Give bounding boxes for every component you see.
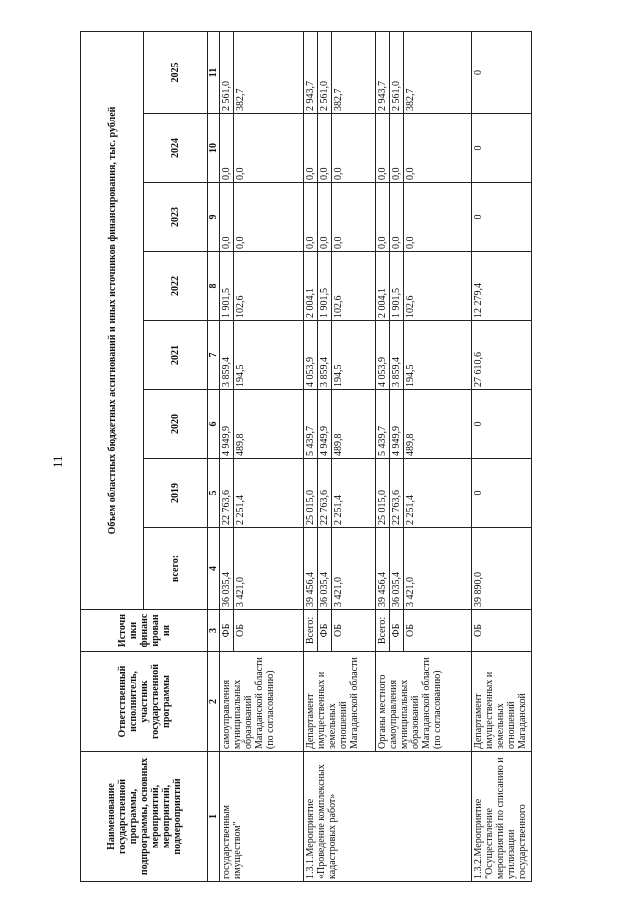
value-cell: 2 251,4 xyxy=(234,459,304,528)
value-cell: 382,7 xyxy=(332,31,376,113)
value-cell: 0,0 xyxy=(220,114,234,183)
column-number: 8 xyxy=(208,252,220,321)
column-number: 3 xyxy=(208,610,220,652)
value-cell: 2 561,0 xyxy=(220,31,234,113)
value-cell: 0 xyxy=(472,390,532,459)
activity-name: 1.3.1.Мероприятие «Проведение комплексных кадастровых работ» xyxy=(304,752,472,882)
value-cell: 39 890,0 xyxy=(472,528,532,610)
source-cell: ФБ xyxy=(318,610,332,652)
activity-name: государственным имуществом" xyxy=(220,752,304,882)
value-cell: 12 279,4 xyxy=(472,252,532,321)
value-cell: 4 949,9 xyxy=(220,390,234,459)
value-cell: 0 xyxy=(472,459,532,528)
value-cell: 0,0 xyxy=(332,114,376,183)
source-cell: ОБ xyxy=(472,610,532,652)
value-cell: 3 421,0 xyxy=(404,528,472,610)
value-cell: 36 035,4 xyxy=(318,528,332,610)
column-number: 1 xyxy=(208,752,220,882)
value-cell: 0,0 xyxy=(318,183,332,252)
year-header: всего: xyxy=(144,528,208,610)
page-number: 11 xyxy=(50,455,65,468)
column-number: 10 xyxy=(208,114,220,183)
column-number: 7 xyxy=(208,321,220,390)
source-cell: ФБ xyxy=(390,610,404,652)
value-cell: 3 421,0 xyxy=(332,528,376,610)
value-cell: 2 004,1 xyxy=(376,252,390,321)
value-cell: 4 053,9 xyxy=(304,321,318,390)
table-row xyxy=(472,31,532,881)
value-cell: 194,5 xyxy=(404,321,472,390)
financing-table xyxy=(80,31,532,882)
value-cell: 0,0 xyxy=(390,114,404,183)
value-cell: 0,0 xyxy=(234,114,304,183)
value-cell: 39 456,4 xyxy=(304,528,318,610)
value-cell: 0,0 xyxy=(390,183,404,252)
value-cell: 22 763,6 xyxy=(220,459,234,528)
value-cell: 489,8 xyxy=(404,390,472,459)
value-cell: 25 015,0 xyxy=(376,459,390,528)
column-number: 2 xyxy=(208,652,220,752)
value-cell: 0,0 xyxy=(318,114,332,183)
header-source: Источники финансирования xyxy=(81,610,208,652)
value-cell: 3 859,4 xyxy=(390,321,404,390)
value-cell: 0,0 xyxy=(376,183,390,252)
value-cell: 382,7 xyxy=(404,31,472,113)
header-volume: Объем областных бюджетных ассигнований и иных источников финансирования, тыс. рублей xyxy=(81,31,144,609)
value-cell: 102,6 xyxy=(332,252,376,321)
value-cell: 25 015,0 xyxy=(304,459,318,528)
value-cell: 102,6 xyxy=(234,252,304,321)
column-number-row xyxy=(208,31,220,881)
year-header: 2023 xyxy=(144,183,208,252)
column-number: 5 xyxy=(208,459,220,528)
source-cell: ОБ xyxy=(404,610,472,652)
value-cell: 3 859,4 xyxy=(318,321,332,390)
source-cell: ОБ xyxy=(332,610,376,652)
value-cell: 4 949,9 xyxy=(318,390,332,459)
column-number: 9 xyxy=(208,183,220,252)
value-cell: 2 943,7 xyxy=(376,31,390,113)
value-cell: 2 561,0 xyxy=(390,31,404,113)
year-header: 2024 xyxy=(144,114,208,183)
column-number: 6 xyxy=(208,390,220,459)
year-header: 2021 xyxy=(144,321,208,390)
source-cell: ОБ xyxy=(234,610,304,652)
value-cell: 1 901,5 xyxy=(318,252,332,321)
source-cell: ФБ xyxy=(220,610,234,652)
value-cell: 489,8 xyxy=(234,390,304,459)
value-cell: 36 035,4 xyxy=(220,528,234,610)
value-cell: 0,0 xyxy=(376,114,390,183)
value-cell: 0,0 xyxy=(332,183,376,252)
year-header: 2022 xyxy=(144,252,208,321)
value-cell: 0,0 xyxy=(220,183,234,252)
table-row xyxy=(220,31,234,881)
value-cell: 39 456,4 xyxy=(376,528,390,610)
executor-cell: Департамент имущественных и земельных отношений Магаданской xyxy=(472,652,532,752)
value-cell: 382,7 xyxy=(234,31,304,113)
rotated-page-content xyxy=(80,32,528,882)
value-cell: 489,8 xyxy=(332,390,376,459)
column-number: 11 xyxy=(208,31,220,113)
value-cell: 3 421,0 xyxy=(234,528,304,610)
value-cell: 22 763,6 xyxy=(318,459,332,528)
value-cell: 5 439,7 xyxy=(304,390,318,459)
value-cell: 0,0 xyxy=(304,114,318,183)
value-cell: 2 561,0 xyxy=(318,31,332,113)
value-cell: 36 035,4 xyxy=(390,528,404,610)
value-cell: 0 xyxy=(472,183,532,252)
value-cell: 2 251,4 xyxy=(404,459,472,528)
source-cell: Всего: xyxy=(304,610,318,652)
value-cell: 0,0 xyxy=(404,183,472,252)
value-cell: 0,0 xyxy=(234,183,304,252)
value-cell: 5 439,7 xyxy=(376,390,390,459)
value-cell: 2 943,7 xyxy=(304,31,318,113)
value-cell: 22 763,6 xyxy=(390,459,404,528)
executor-cell: самоуправления муниципальных образований Магаданской области (по согласованию) xyxy=(220,652,304,752)
executor-cell: Департамент имущественных и земельных отношений Магаданской области xyxy=(304,652,376,752)
header-executor: Ответственный исполнитель, участник государственной программы xyxy=(81,652,208,752)
value-cell: 0,0 xyxy=(304,183,318,252)
year-header: 2020 xyxy=(144,390,208,459)
value-cell: 0 xyxy=(472,31,532,113)
activity-name: 1.3.2.Мероприятие "Осуществление мероприятий по списанию и утилизации государственного xyxy=(472,752,532,882)
header-name: Наименование государственной программы, подпрограммы, основных мероприятий, мероприятий, подмероприятий xyxy=(81,752,208,882)
value-cell: 3 859,4 xyxy=(220,321,234,390)
value-cell: 4 053,9 xyxy=(376,321,390,390)
value-cell: 27 610,6 xyxy=(472,321,532,390)
header-row xyxy=(81,31,144,881)
value-cell: 0 xyxy=(472,114,532,183)
value-cell: 194,5 xyxy=(234,321,304,390)
value-cell: 1 901,5 xyxy=(390,252,404,321)
value-cell: 194,5 xyxy=(332,321,376,390)
value-cell: 2 251,4 xyxy=(332,459,376,528)
year-header: 2019 xyxy=(144,459,208,528)
value-cell: 0,0 xyxy=(404,114,472,183)
value-cell: 1 901,5 xyxy=(220,252,234,321)
executor-cell: Органы местного самоуправления муниципальных образований Магаданской области (по согласованию) xyxy=(376,652,472,752)
table-row xyxy=(304,31,318,881)
value-cell: 102,6 xyxy=(404,252,472,321)
value-cell: 2 004,1 xyxy=(304,252,318,321)
column-number: 4 xyxy=(208,528,220,610)
value-cell: 4 949,9 xyxy=(390,390,404,459)
year-header: 2025 xyxy=(144,31,208,113)
source-cell: Всего: xyxy=(376,610,390,652)
